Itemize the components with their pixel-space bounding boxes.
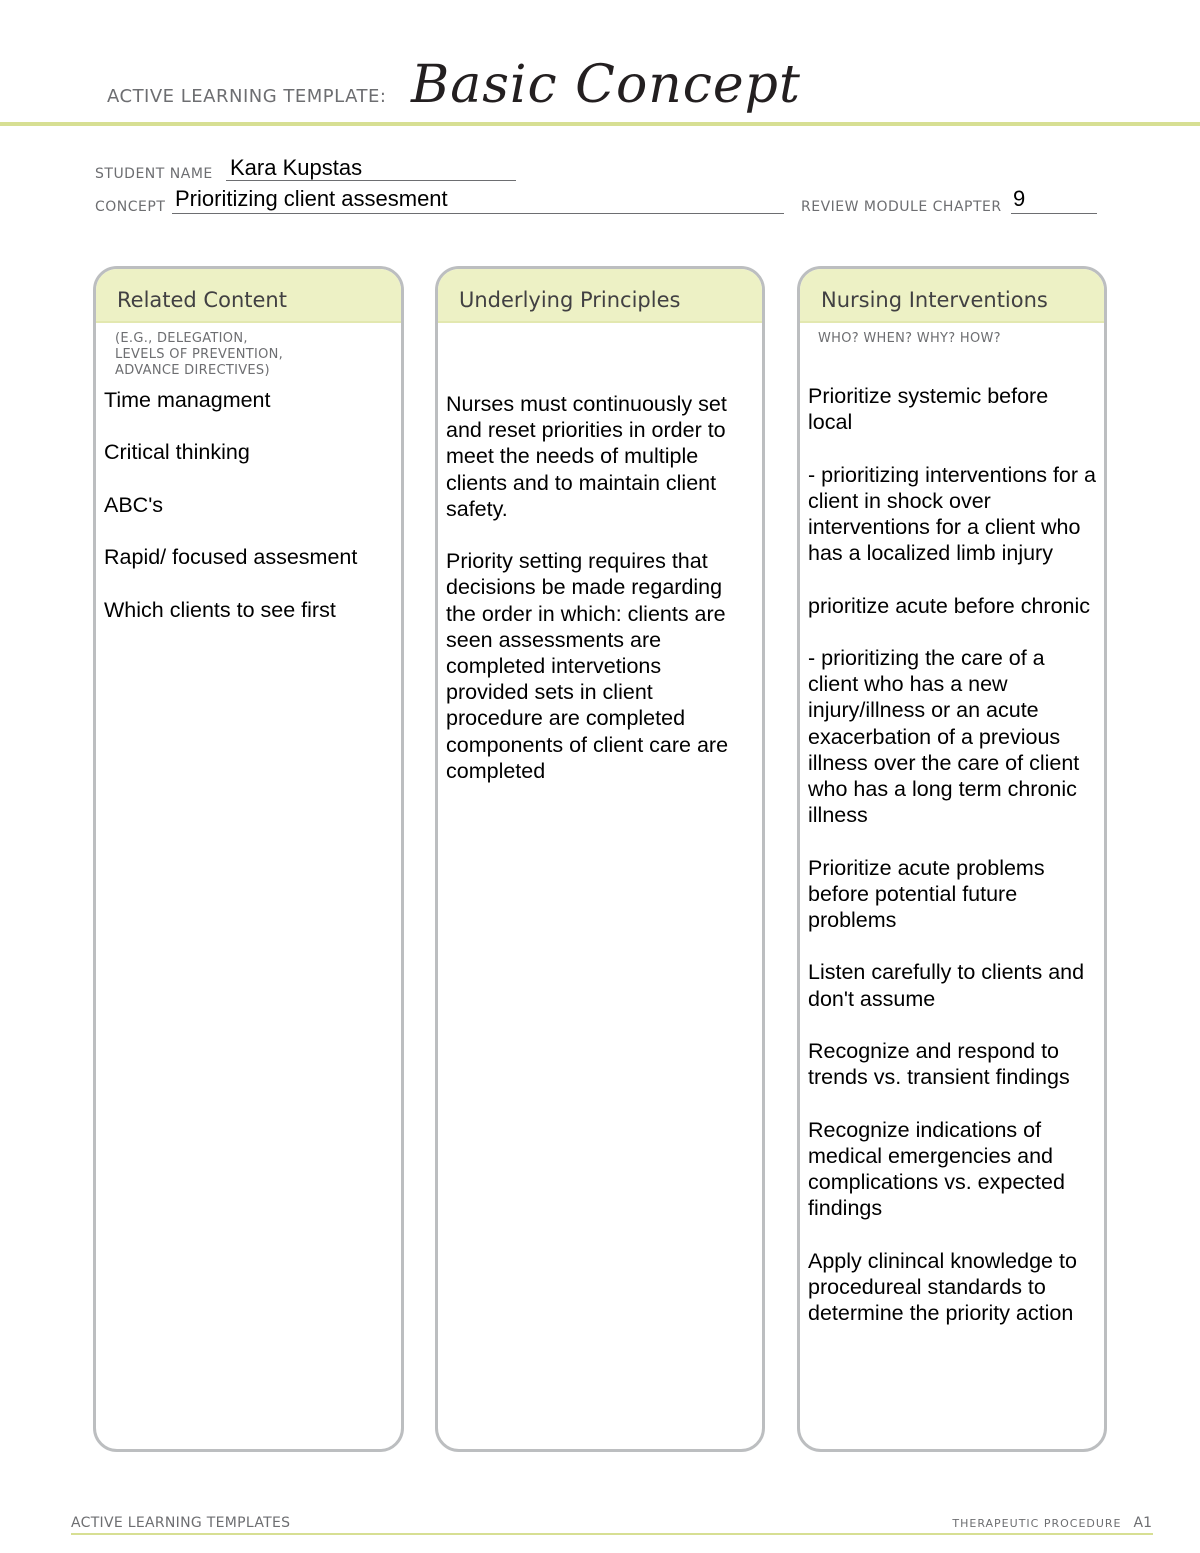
review-module-underline [1011,213,1097,214]
underlying-principles-body[interactable] [438,323,762,784]
list-item: Time managment [104,388,271,412]
review-module-field[interactable]: 9 [1013,186,1026,211]
nursing-interventions-title: Nursing Interventions [800,269,1104,323]
paragraph: Recognize and respond to trends vs. transient findings [808,1038,1070,1090]
nursing-interventions-hint: WHO? WHEN? WHY? HOW? [818,331,1001,346]
related-content-panel [93,266,404,1452]
paragraph: - prioritizing interventions for a client in shock over interventions for a client who has a localized limb injury [808,462,1096,566]
paragraph: Apply clinincal knowledge to procedureal standards to determine the priority action [808,1248,1077,1325]
paragraph: Nurses must continuously set and reset priorities in order to meet the needs of multiple clients and to maintain client safety. [446,392,727,521]
page-title: Basic Concept [411,55,801,115]
list-item: ABC's [104,492,164,517]
paragraph: Listen carefully to clients and don't assume [808,960,1085,1011]
nursing-interventions-body[interactable] [800,347,1104,1326]
related-content-title: Related Content [96,269,401,323]
hint-line: ADVANCE DIRECTIVES) [115,363,270,378]
footer-section-label: THERAPEUTIC PROCEDURE [952,1517,1122,1530]
concept-label: CONCEPT [95,199,166,215]
related-content-body[interactable] [96,379,401,623]
footer-right [952,1515,1152,1531]
list-item: Critical thinking [104,440,250,465]
hint-line: LEVELS OF PREVENTION, [115,347,284,362]
underlying-principles-panel [435,266,765,1452]
paragraph: Prioritize systemic before local [808,384,1049,435]
review-module-label: REVIEW MODULE CHAPTER [801,199,1002,215]
template-label: ACTIVE LEARNING TEMPLATE: [107,86,387,107]
underlying-principles-title: Underlying Principles [438,269,762,323]
student-name-field[interactable]: Kara Kupstas [230,155,363,180]
hint-line: (E.G., DELEGATION, [115,331,248,346]
paragraph: prioritize acute before chronic [808,593,1091,618]
paragraph: Priority setting requires that decisions be made regarding the order in which: clients are seen assessments are completed intervetions provided sets in client procedure are completed components of client care are completed [446,549,729,783]
list-item: Rapid/ focused assesment [104,545,358,570]
footer-left-label: ACTIVE LEARNING TEMPLATES [71,1515,291,1531]
nursing-interventions-panel [797,266,1107,1452]
paragraph: - prioritizing the care of a client who has a new injury/illness or an acute exacerbation of a previous illness over the care of client who has a long term chronic illness [808,645,1080,828]
page-number: A1 [1133,1515,1152,1531]
concept-underline [172,213,784,214]
list-item: Which clients to see first [104,597,336,622]
paragraph: Recognize indications of medical emergencies and complications vs. expected findings [808,1117,1065,1221]
footer-divider [71,1533,1153,1535]
student-name-label: STUDENT NAME [95,166,213,182]
paragraph: Prioritize acute problems before potential future problems [808,855,1045,932]
header-divider [0,122,1200,126]
concept-field[interactable]: Prioritizing client assesment [175,186,448,211]
related-content-hint [96,323,401,379]
